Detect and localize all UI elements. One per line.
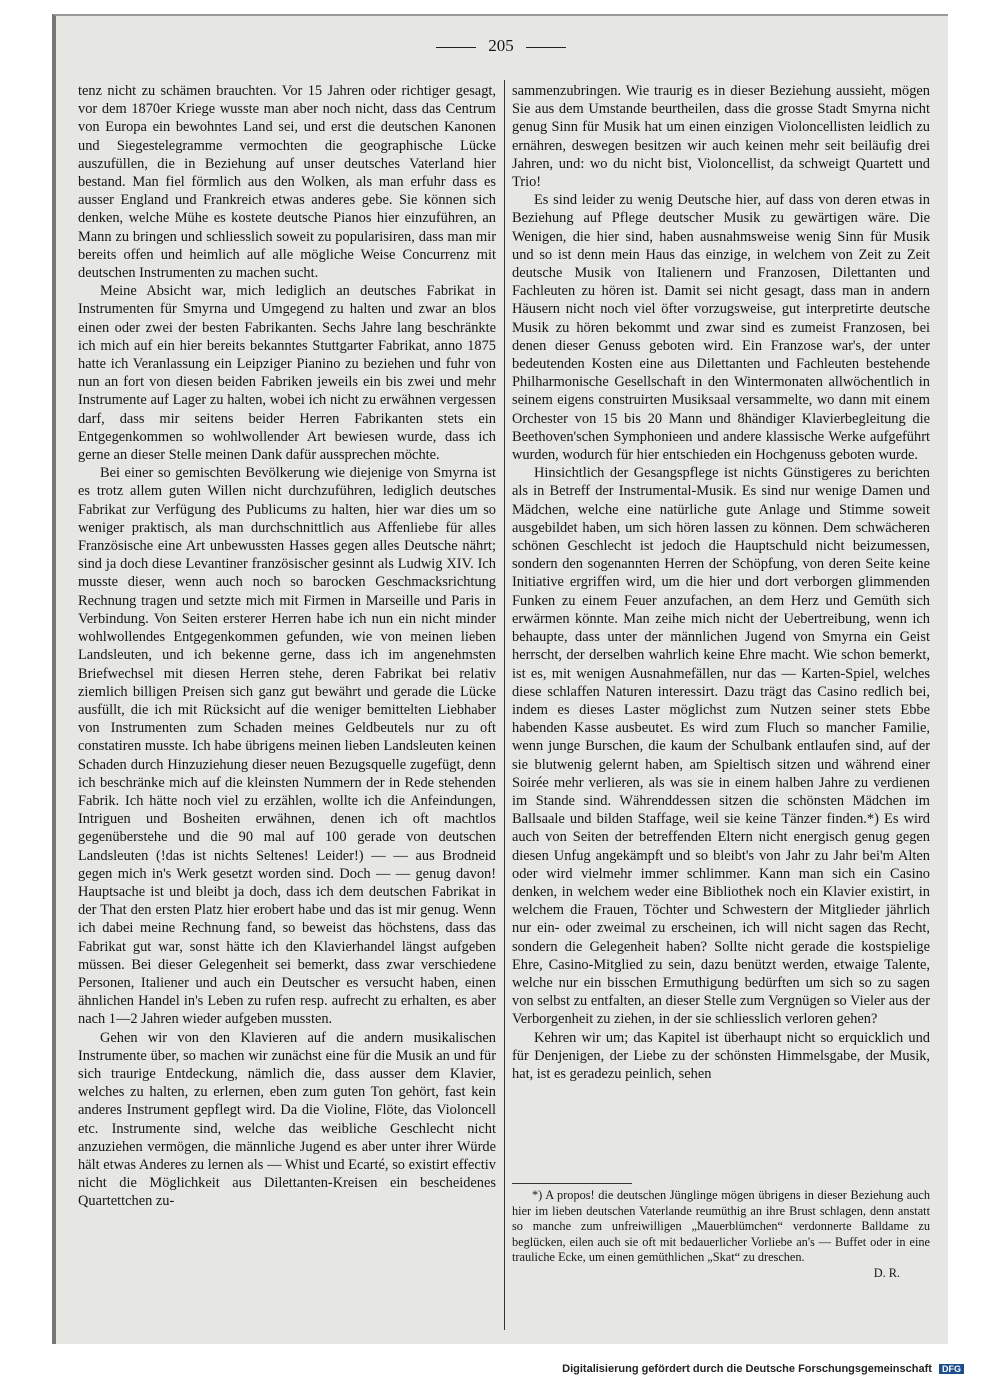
paragraph: Hinsichtlich der Gesangspflege ist nichts Günstigeres zu berichten als in Betreff der Instrumental-Musik. Es sind nur wenige Damen und Mädchen, welche eine natürliche gute Anlage und Stimme soweit ausgebildet haben, um sich hören lassen zu können. Dem schwächeren schönen Geschlecht ist jedoch die Hauptschuld nicht beizumessen, sondern den sogenannten Herren der Schöpfung, von deren Seite keine Initiative ergriffen wird, um die hier und dort verborgen glimmenden Funken zu einem Feuer anzufachen, an dem Herz und Gemüth sich erwärmen könnte. Man zeihe mich nicht der Uebertreibung, wenn ich behaupte, dass unter der männlichen Jugend von Smyrna ein Geist herrscht, der derselben wahrlich keine Ehre macht. Wie schon bemerkt, ist es, mit wenigen Ausnahmefällen, nur das — Karten-Spiel, welches diese schlaffen Naturen interessirt. Dazu trägt das Casino redlich bei, indem es dieses Laster möglichst zum Nutzen seiner stets Ebbe habenden Kasse ausbeutet. Es wird zum Fluch so mancher Familie, wenn junge Burschen, die kaum der Schulbank entlaufen sind, auf der sie blutwenig gelernt haben, am Spieltisch sitzen und während einer Soirée mehr verlieren, als was sie in einem halben Jahre zu verdienen im Stande sind. Währenddessen sitzen die schönsten Mädchen im Ballsaale und bilden Staffage, weil sie keine Tänzer finden.*) Es wird auch von Seiten der betreffenden Eltern nicht energisch genug gegen diesen Unfug angekämpft und so bleibt's von Jahr zu Jahr bei'm Alten oder wird vielmehr immer schlimmer. Kann man sich ein Casino denken, in welchem weder eine Bibliothek noch ein Klavier existirt, in welchem die Frauen, Töchter und Schwestern der Mitglieder jährlich nur ein- oder zweimal zu erscheinen, ich will nicht sagen das Recht, sondern die Gelegenheit haben? Sollte nicht gerade die kostspielige Ehre, Casino-Mitglied zu sein, dazu benützt werden, etwaige Talente, welche nur ein bisschen Ermuthigung bedürften um sich so zu sagen von selbst zu entfalten, an dieser Stelle zum Vergnügen so Vieler aus der Verborgenheit zu ziehen, in der sie schliesslich verloren gehen? xyxy=(512,465,930,1028)
header-dash-right xyxy=(526,47,566,48)
left-column xyxy=(78,82,496,1211)
right-column xyxy=(512,82,930,1083)
paragraph: Es sind leider zu wenig Deutsche hier, auf dass von deren etwas in Beziehung auf Pflege deutscher Musik zu gewärtigen wäre. Die Wenigen, die hier sind, haben ausnahmsweise wenig Sinn für Musik und so ist denn mein Haus das einzige, in welchem von Zeit zu Zeit deutsche Musik von Italienern und Franzosen, Dilettanten und Fachleuten zu hören ist. Damit sei nicht gesagt, dass man in andern Häusern nicht noch viel öfter vorzugsweise, gut interpretirte deutsche Musik zu hören bekommt und zwar sind es zumeist Franzosen, bei denen dieser Genuss geboten wird. Ein Franzose war's, der unter bedeutenden Kosten eine aus Dilettanten und Fachleuten bestehende Philharmonische Gesellschaft in den Wintermonaten allwöchentlich in seinem eigens construirten Musiksaal versammelte, wo dann mit einem Orchester von 15 bis 20 Mann und 8händiger Klavierbegleitung die Beethoven'schen Symphonieen und andere klassische Werke aufgeführt wurden, wodurch für hier entschieden ein Hochgenuss geboten wurde. xyxy=(512,192,930,464)
footnote-signature: D. R. xyxy=(873,1265,900,1280)
footnote xyxy=(512,1188,930,1282)
journal-page xyxy=(72,36,930,1336)
header-dash-left xyxy=(436,47,476,48)
paragraph: sammenzubringen. Wie traurig es in dieser Beziehung aussieht, mögen Sie aus dem Umstande beurtheilen, dass die grosse Stadt Smyrna nicht genug Sinn für Musik hat um einen einzigen Violoncellisten leidlich zu ernähren, deswegen besitzen wir auch keinen mehr seit beiläufig drei Jahren, und: wo du nicht bist, Violoncellist, da schweigt Quartett und Trio! xyxy=(512,83,930,191)
footnote-text: *) A propos! die deutschen Jünglinge mögen übrigens in dieser Beziehung auch hier im lieben deutschen Vaterlande reumüthig an ihre Brust schlagen, denn anstatt so manche zum unfreiwilligen „Mauerblümchen“ verdonnerte Balldame zu beglücken, eilen auch sie oft mit bedauerlicher Vorliebe an's — Buffet oder in eine trauliche Ecke, um einen gemüthlichen „Skat“ zu dreschen. xyxy=(512,1188,930,1265)
page-header xyxy=(72,36,930,56)
digitization-credit xyxy=(562,1363,964,1375)
dfg-logo: DFG xyxy=(939,1364,964,1374)
credit-text: Digitalisierung gefördert durch die Deutsche Forschungsgemeinschaft xyxy=(562,1363,932,1375)
footnote-rule xyxy=(512,1183,632,1184)
paragraph: Kehren wir um; das Kapitel ist überhaupt nicht so erquicklich und für Denjenigen, der Liebe zu der schönsten Himmelsgabe, der Musik, hat, ist es geradezu peinlich, sehen xyxy=(512,1029,930,1082)
paragraph: tenz nicht zu schämen brauchten. Vor 15 Jahren oder richtiger gesagt, vor dem 1870er Kriege wusste man aber noch nicht, dass das Centrum von Europa ein bewohntes Land sei, und erst die deutschen Kanonen und Siegestelegramme vermochten die geographische Lücke auszufüllen, die in Beziehung auf unser deutsches Vaterland hier bestand. Man fiel förmlich aus den Wolken, als man erfuhr dass es ausser England und Frankreich etwas anderes gebe. Sie können sich denken, welche Mühe es kostete deutsche Pianos hier einzuführen, an Mann zu bringen und schliesslich soweit zu popularisiren, dass man mir bereits offen und heimlich auf alle mögliche Weise Concurrenz mit deutschen Instrumenten zu machen sucht. xyxy=(78,83,496,282)
paragraph: Gehen wir von den Klavieren auf die andern musikalischen Instrumente über, so machen wir zunächst eine für die Musik an und für sich traurige Entdeckung, nämlich die, dass ausser dem Klavier, welches zu halten, zu erlernen, eben zum guten Ton gehört, fast kein anderes Instrument gepflegt wird. Da die Violine, Flöte, das Violoncell etc. Instrumente sind, welche das weibliche Geschlecht nicht anzuziehen vermögen, die männliche Jugend es aber unter ihrer Würde hält etwas Anderes zu lernen als — Whist und Ecarté, so existirt effectiv nicht die Möglichkeit aus Dilettanten-Kreisen ein bescheidenes Quartettchen zu- xyxy=(78,1029,496,1210)
page-number: 205 xyxy=(488,36,514,55)
paragraph: Meine Absicht war, mich lediglich an deutsches Fabrikat in Instrumenten für Smyrna und Umgegend zu halten und zwar an blos einen oder zwei der besten Fabrikanten. Sechs Jahre lang beschränkte ich mich auf ein hier bereits bekanntes Stuttgarter Fabrikat, anno 1875 hatte ich Veranlassung ein Leipziger Pianino zu beziehen und fuhr von nun an fort von diesen beiden Fabriken jeweils ein bis zwei und mehr Instrumente auf Lager zu halten, wobei ich nicht zu erwähnen vergessen darf, dass mir seitens beider Herren Fabrikanten stets ein Entgegenkommen so wohlwollender Art bewiesen wurde, dass ich gerne an dieser Stelle meinen Dank dafür aussprechen möchte. xyxy=(78,283,496,464)
paragraph: Bei einer so gemischten Bevölkerung wie diejenige von Smyrna ist es trotz allem guten Willen nicht durchzuführen, lediglich deutsches Fabrikat zur Verfügung des Publicums zu halten, hier war dies um so weniger praktisch, als man durchschnittlich aus Affenliebe für alles Französische eine Art unbewussten Hasses gegen alles Deutsche nährt; sind ja doch diese Levantiner französischer gesinnt als Ludwig XIV. Ich musste dieser, wenn auch noch so barocken Geschmacksrichtung Rechnung tragen und setzte mich mit Firmen in Marseille und Paris in Verbindung. Von Seiten ersterer Herren habe ich nun ein nicht minder wohlwollendes Entgegenkommen gefunden, wie von meinen lieben Landsleuten, und ich bekenne gerne, dass ich im angenehmsten Briefwechsel mit diesen Herren stehe, deren Fabrikat bei relativ ziemlich billigen Preisen sich ganz gut bewährt und gerade die Lücke ausfüllt, die ich mit Rücksicht auf die weniger bemittelten Liebhaber von Instrumenten zum Schaden meines Geldbeutels nur zu oft constatiren musste. Ich habe übrigens meinen lieben Landsleuten keinen Schaden durch Hinzuziehung dieser neuen Bezugsquelle zugefügt, denn ich beschränke mich auf die kleinsten Nummern der in Rede stehenden Fabrik. Ich hätte noch viel zu erzählen, wollte ich die Anfeindungen, Intriguen und Bosheiten erwähnen, denen ich oft machtlos gegenüberstehe und die 90 mal auf 100 gerade von deutschen Landsleuten (!das ist nichts Seltenes! Leider!) — — aus Brodneid gegen mich in's Werk gesetzt worden sind. Doch — — genug davon! Hauptsache ist und bleibt ja doch, dass ich dem deutschen Fabrikat in der That den ersten Platz hier erobert habe und das ist mir genug. Wenn ich dabei meine Rechnung fand, so beweist das höchstens, dass das Fabrikat gut war, sonst hätte ich den Klavierhandel längst aufgeben müssen. Bei dieser Gelegenheit sei bemerkt, dass zwar verschiedene Personen, Italiener und auch ein Deutscher es versucht haben, einen ähnlichen Handel in's Leben zu rufen resp. aufrecht zu erhalten, es aber nach 1—2 Jahren wieder aufgeben mussten. xyxy=(78,465,496,1028)
column-divider xyxy=(504,80,505,1330)
